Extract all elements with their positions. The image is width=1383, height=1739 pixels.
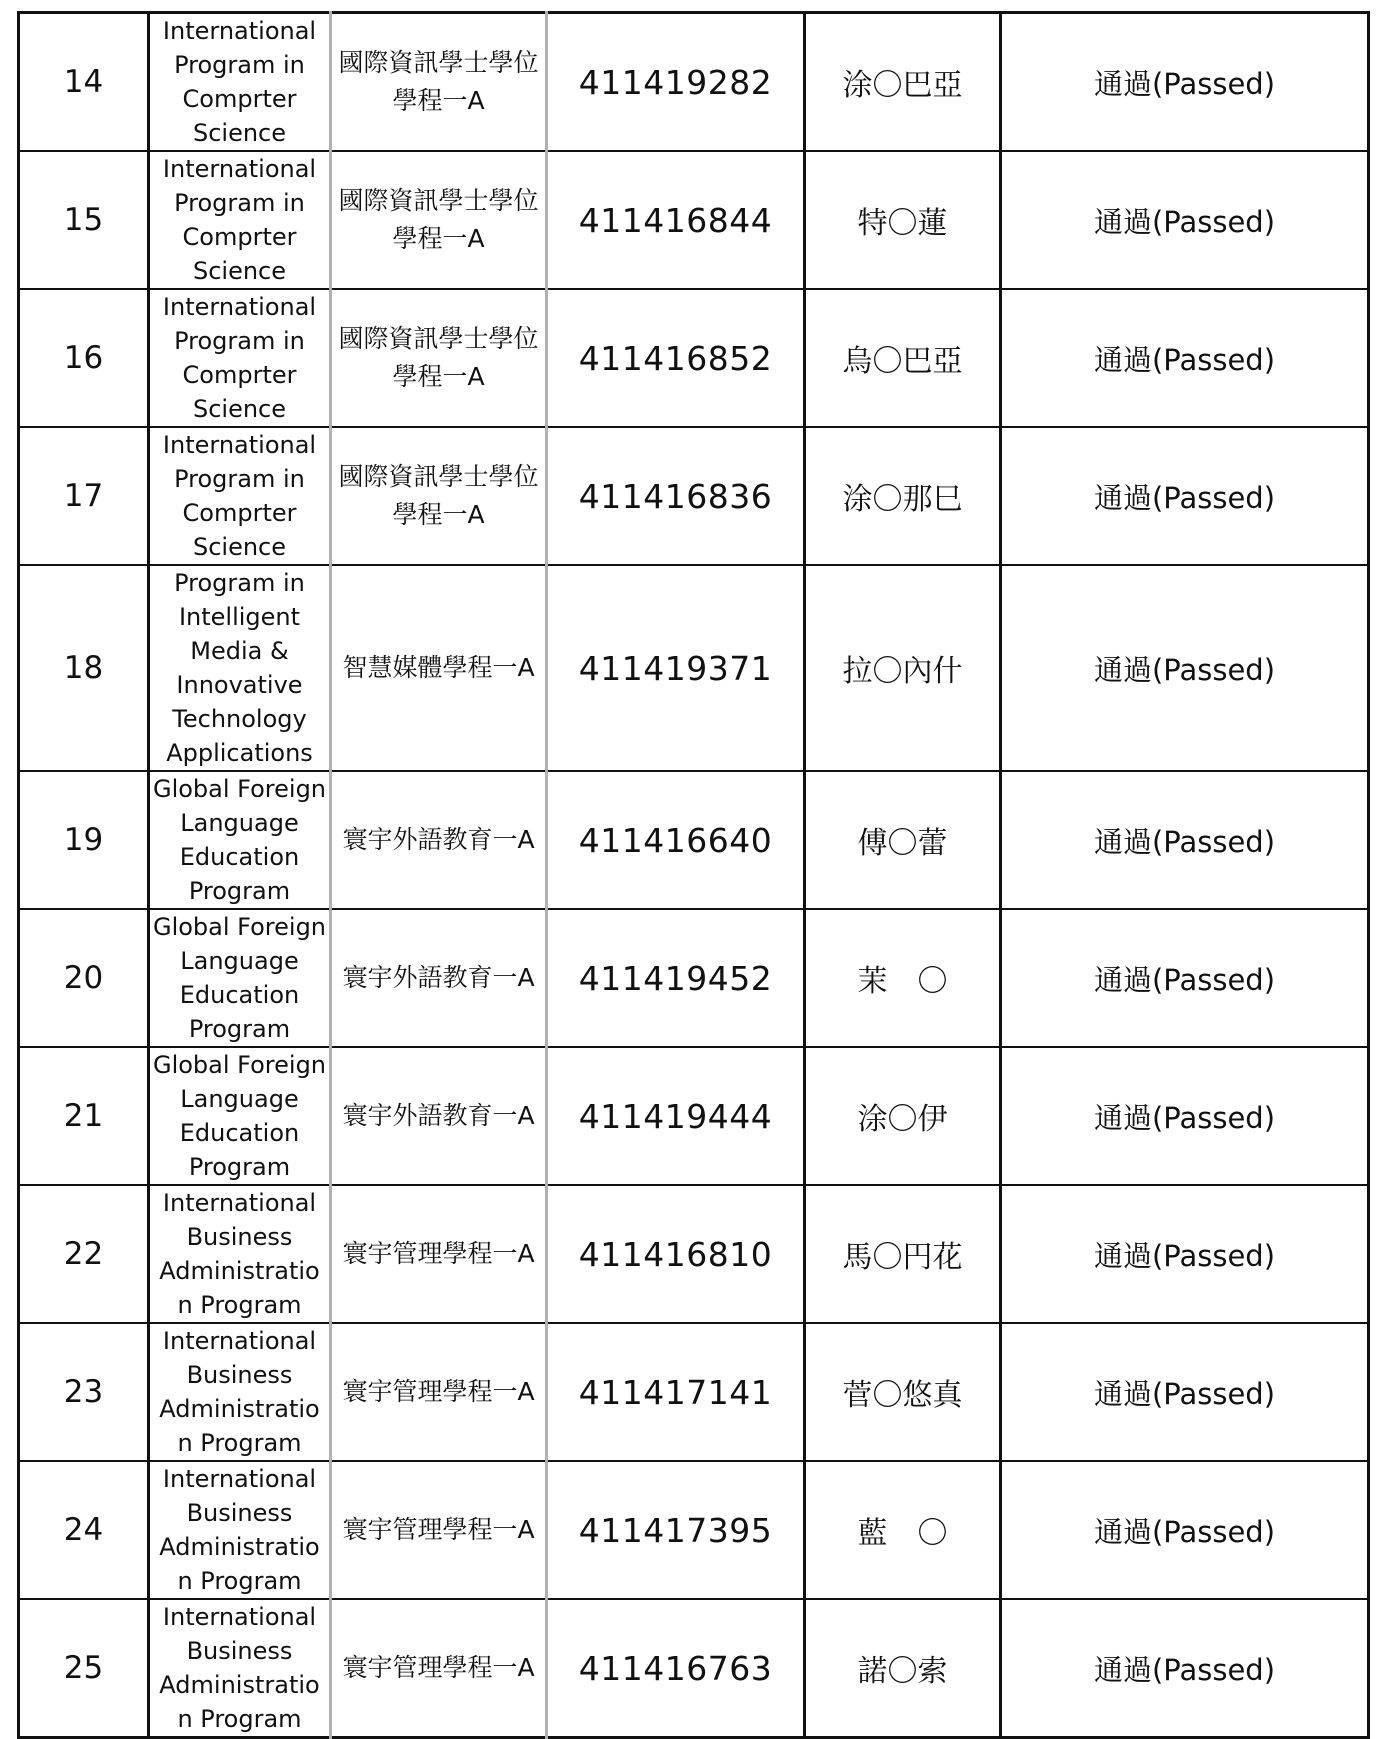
program-name	[149, 427, 331, 565]
student-id: 411419452	[547, 909, 805, 1047]
student-name: 茉 〇	[805, 909, 1001, 1047]
student-id: 411419371	[547, 565, 805, 771]
student-id: 411416836	[547, 427, 805, 565]
program-name-line: Comprter	[182, 499, 297, 527]
table-row	[19, 1461, 1369, 1599]
program-name-line: Program in	[174, 327, 305, 355]
program-name-line: Education	[179, 1119, 300, 1147]
program-name-line: Intelligent	[178, 603, 301, 631]
status-result: 通過(Passed)	[1001, 13, 1369, 152]
program-name	[149, 13, 331, 152]
class-name: 國際資訊學士學位學程一A	[331, 289, 547, 427]
class-name: 寰宇管理學程一A	[331, 1185, 547, 1323]
table-row	[19, 1047, 1369, 1185]
program-name-line: Program	[188, 877, 291, 905]
class-name: 智慧媒體學程一A	[331, 565, 547, 771]
status-result: 通過(Passed)	[1001, 1185, 1369, 1323]
program-name	[149, 289, 331, 427]
class-name: 國際資訊學士學位學程一A	[331, 427, 547, 565]
class-name: 國際資訊學士學位學程一A	[331, 13, 547, 152]
program-name-line: Education	[179, 843, 300, 871]
program-name-line: International	[162, 155, 317, 183]
student-id: 411419444	[547, 1047, 805, 1185]
program-name	[149, 771, 331, 909]
program-name-line: Language	[180, 809, 299, 837]
table-row	[19, 151, 1369, 289]
row-number: 19	[19, 771, 149, 909]
program-name-line: Language	[180, 947, 299, 975]
program-name-line: Science	[192, 533, 287, 561]
row-number: 20	[19, 909, 149, 1047]
status-result: 通過(Passed)	[1001, 427, 1369, 565]
student-name: 涂〇巴亞	[805, 13, 1001, 152]
table-row	[19, 1323, 1369, 1461]
class-name: 寰宇外語教育一A	[331, 771, 547, 909]
table-row	[19, 771, 1369, 909]
table-row	[19, 13, 1369, 152]
class-name: 寰宇管理學程一A	[331, 1323, 547, 1461]
program-name-line: Science	[192, 257, 287, 285]
row-number: 14	[19, 13, 149, 152]
program-name-line: n Program	[177, 1705, 302, 1733]
student-id: 411417141	[547, 1323, 805, 1461]
student-id: 411416810	[547, 1185, 805, 1323]
status-result: 通過(Passed)	[1001, 1599, 1369, 1738]
program-name-line: Program in	[174, 189, 305, 217]
program-name-line: Language	[180, 1085, 299, 1113]
program-name-line: n Program	[177, 1429, 302, 1457]
program-name-line: International	[162, 293, 317, 321]
class-name: 寰宇管理學程一A	[331, 1599, 547, 1738]
student-id: 411416852	[547, 289, 805, 427]
row-number: 25	[19, 1599, 149, 1738]
student-id: 411419282	[547, 13, 805, 152]
program-name-line: Administratio	[159, 1257, 320, 1285]
program-name-line: Science	[192, 119, 287, 147]
student-name: 烏〇巴亞	[805, 289, 1001, 427]
program-name-line: Business	[186, 1223, 293, 1251]
table-row	[19, 1185, 1369, 1323]
program-name-line: Program in	[174, 51, 305, 79]
program-name-line: Program in	[174, 465, 305, 493]
student-name: 傅〇蕾	[805, 771, 1001, 909]
program-name	[149, 1047, 331, 1185]
program-name-line: Applications	[166, 739, 313, 767]
program-name	[149, 1185, 331, 1323]
program-name-line: Global Foreign	[152, 775, 327, 803]
student-name: 藍 〇	[805, 1461, 1001, 1599]
program-name-line: Administratio	[159, 1533, 320, 1561]
status-result: 通過(Passed)	[1001, 565, 1369, 771]
row-number: 16	[19, 289, 149, 427]
status-result: 通過(Passed)	[1001, 289, 1369, 427]
program-name-line: Program	[188, 1015, 291, 1043]
program-name-line: n Program	[177, 1291, 302, 1319]
program-name-line: Administratio	[159, 1671, 320, 1699]
program-name-line: Global Foreign	[152, 1051, 327, 1079]
row-number: 15	[19, 151, 149, 289]
program-name-line: Administratio	[159, 1395, 320, 1423]
status-result: 通過(Passed)	[1001, 1323, 1369, 1461]
program-name-line: International	[162, 1189, 317, 1217]
class-name: 寰宇管理學程一A	[331, 1461, 547, 1599]
student-name: 特〇蓮	[805, 151, 1001, 289]
program-name-line: Comprter	[182, 223, 297, 251]
row-number: 22	[19, 1185, 149, 1323]
row-number: 21	[19, 1047, 149, 1185]
program-name-line: Comprter	[182, 361, 297, 389]
program-name	[149, 151, 331, 289]
program-name-line: Innovative	[176, 671, 303, 699]
student-id: 411416844	[547, 151, 805, 289]
student-id: 411416640	[547, 771, 805, 909]
program-name-line: International	[162, 431, 317, 459]
program-name	[149, 1461, 331, 1599]
table-row	[19, 565, 1369, 771]
class-name: 國際資訊學士學位學程一A	[331, 151, 547, 289]
program-name	[149, 1599, 331, 1738]
status-result: 通過(Passed)	[1001, 771, 1369, 909]
program-name	[149, 909, 331, 1047]
program-name	[149, 1323, 331, 1461]
table-body	[19, 13, 1369, 1738]
student-name: 拉〇內什	[805, 565, 1001, 771]
program-name-line: Business	[186, 1499, 293, 1527]
program-name-line: Business	[186, 1637, 293, 1665]
student-name: 涂〇伊	[805, 1047, 1001, 1185]
student-name: 菅〇悠真	[805, 1323, 1001, 1461]
table-row	[19, 289, 1369, 427]
table-row	[19, 909, 1369, 1047]
program-name-line: International	[162, 1327, 317, 1355]
program-name-line: International	[162, 1603, 317, 1631]
student-name: 諾〇索	[805, 1599, 1001, 1738]
row-number: 23	[19, 1323, 149, 1461]
program-name-line: Science	[192, 395, 287, 423]
row-number: 18	[19, 565, 149, 771]
program-name-line: Education	[179, 981, 300, 1009]
program-name-line: International	[162, 1465, 317, 1493]
row-number: 24	[19, 1461, 149, 1599]
student-id: 411416763	[547, 1599, 805, 1738]
program-name-line: n Program	[177, 1567, 302, 1595]
program-name-line: Business	[186, 1361, 293, 1389]
status-result: 通過(Passed)	[1001, 909, 1369, 1047]
student-name: 馬〇円花	[805, 1185, 1001, 1323]
student-name: 涂〇那巳	[805, 427, 1001, 565]
table-row	[19, 1599, 1369, 1738]
program-name-line: Global Foreign	[152, 913, 327, 941]
program-name-line: Program	[188, 1153, 291, 1181]
program-name-line: International	[162, 17, 317, 45]
program-name-line: Program in	[174, 569, 305, 597]
row-number: 17	[19, 427, 149, 565]
results-table	[17, 11, 1370, 1739]
class-name: 寰宇外語教育一A	[331, 1047, 547, 1185]
program-name-line: Comprter	[182, 85, 297, 113]
class-name: 寰宇外語教育一A	[331, 909, 547, 1047]
status-result: 通過(Passed)	[1001, 1047, 1369, 1185]
program-name-line: Media &	[190, 637, 289, 665]
status-result: 通過(Passed)	[1001, 1461, 1369, 1599]
table-row	[19, 427, 1369, 565]
program-name	[149, 565, 331, 771]
program-name-line: Technology	[172, 705, 307, 733]
student-id: 411417395	[547, 1461, 805, 1599]
status-result: 通過(Passed)	[1001, 151, 1369, 289]
